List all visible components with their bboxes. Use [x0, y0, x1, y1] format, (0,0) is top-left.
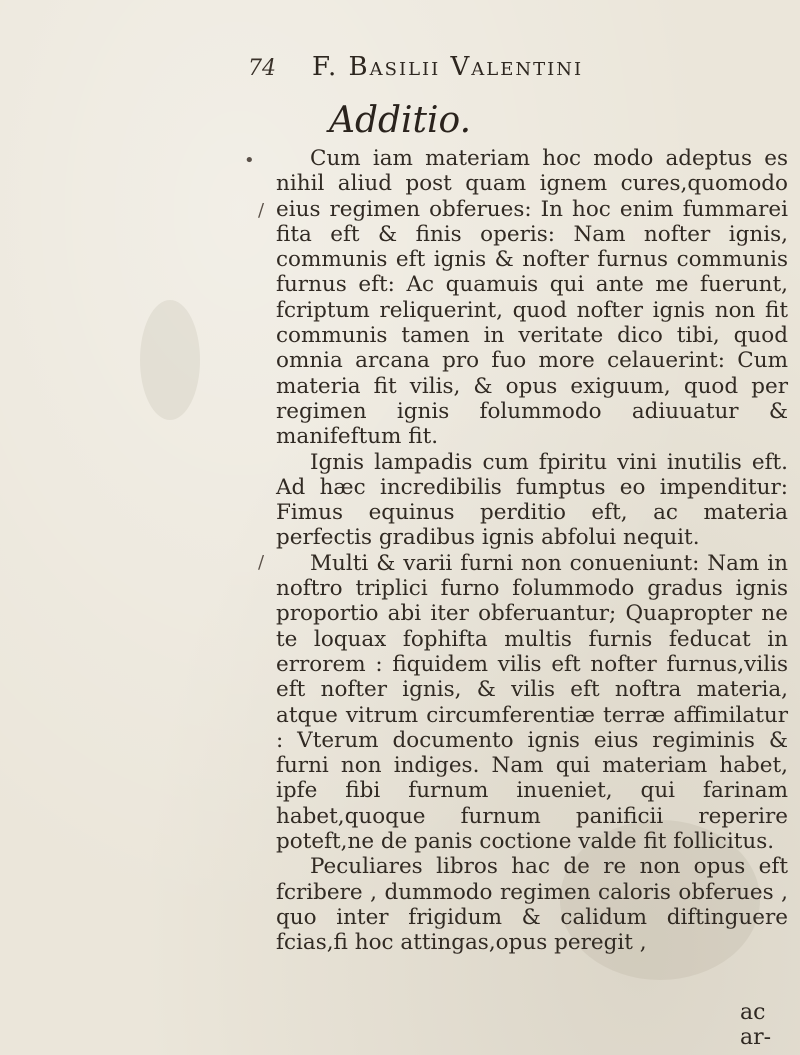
- page-header: [0, 48, 800, 88]
- margin-mark: /: [258, 552, 265, 573]
- paragraph: Peculiares libros hac de re non opus eft fcribere , dummodo regimen caloris obferues , quo inter frigidum & calidum diftinguere fcias,fi hoc attingas,opus peregit ,: [276, 854, 788, 956]
- paragraph: Multi & varii furni non conueniunt: Nam in noftro triplici furno folummodo gradus ignis proportio abi iter obferuantur; Quapropter ne te loquax fophifta multis furnis feducat in errorem : fiquidem vilis eft nofter furnus,vilis eft nofter ignis, & vilis eft noftra materia, atque vitrum circumferentiæ terræ affimilatur : Vterum documento ignis eius regiminis & furni non indiges. Nam qui materiam habet, ipfe fibi furnum inueniet, qui farinam habet,quoque furnum panificii reperire poteft,ne de panis coctione valde fit follicitus.: [276, 550, 788, 855]
- catchword: ac ar-: [740, 1000, 772, 1050]
- paragraph: Cum iam materiam hoc modo adeptus es nihil aliud post quam ignem cures,quomodo eius regimen obferues: In hoc enim fummarei fita eft & finis operis: Nam nofter ignis, communis eft ignis & nofter furnus communis furnus eft: Ac quamuis qui ante me fuerunt, fcriptum reliquerint, quod nofter ignis non fit communis tamen in veritate dico tibi, quod omnia arcana pro fuo more celauerint: Cum materia fit vilis, & opus exiguum, quod per regimen ignis folummodo adiuuatur & manifeftum fit.: [276, 146, 788, 450]
- body-text: [276, 146, 788, 956]
- margin-mark: /: [258, 200, 265, 221]
- margin-mark: •: [244, 150, 255, 171]
- running-head: F. Basilii Valentini: [312, 52, 584, 82]
- paper-stain: [140, 300, 200, 420]
- page-number: 74: [248, 56, 276, 81]
- section-title: Additio.: [328, 100, 472, 141]
- paragraph: Ignis lampadis cum fpiritu vini inutilis eft. Ad hæc incredibilis fumptus eo impenditur: Fimus equinus perditio eft, ac materia perfectis gradibus ignis abfolui nequit.: [276, 449, 788, 551]
